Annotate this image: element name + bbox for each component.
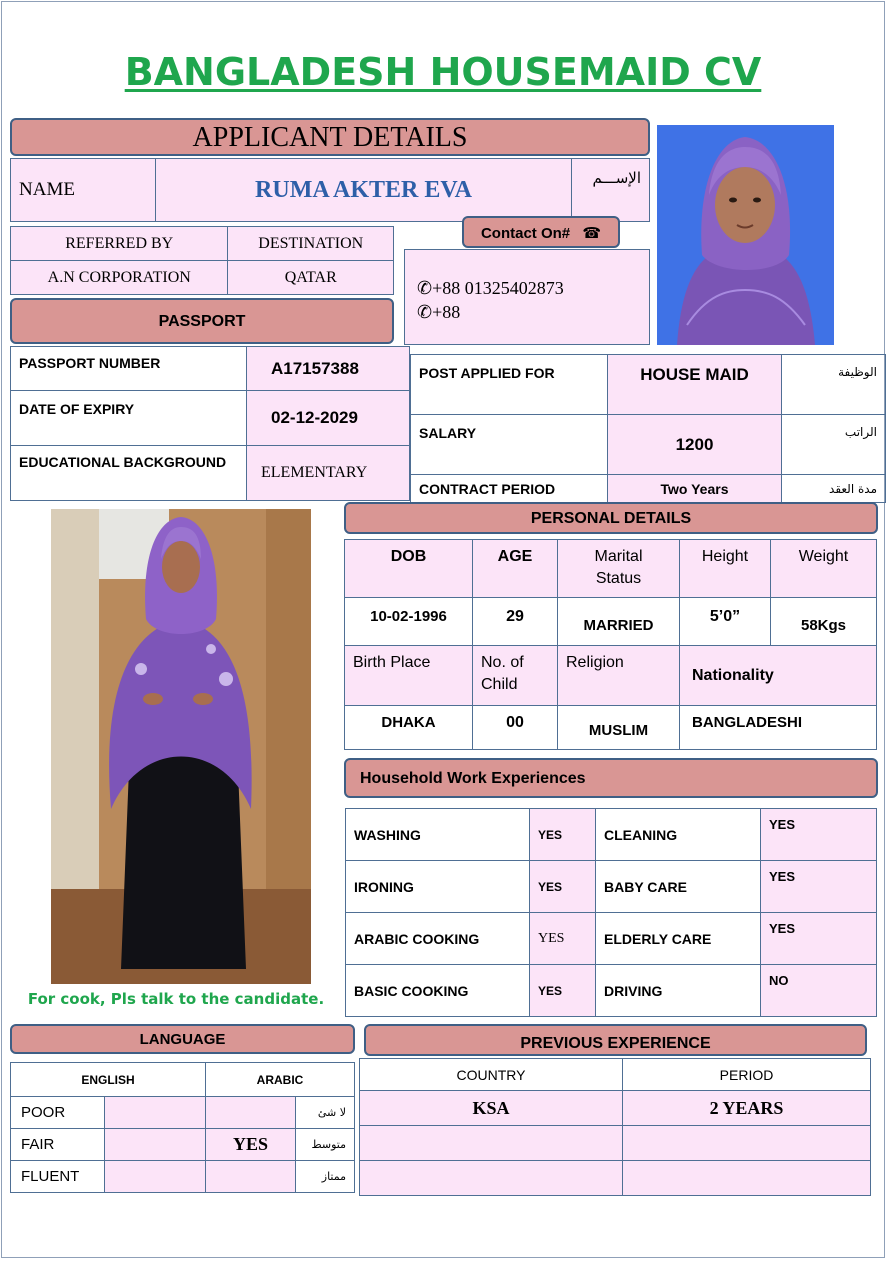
name-table xyxy=(10,158,650,222)
language-level-label: FAIR xyxy=(11,1129,105,1160)
date-of-expiry-value: 02-12-2029 xyxy=(247,391,410,446)
english-level-value xyxy=(105,1129,205,1160)
period-column-header: PERIOD xyxy=(623,1059,871,1091)
education-label: EDUCATIONAL BACKGROUND xyxy=(11,446,247,501)
post-applied-label: POST APPLIED FOR xyxy=(411,355,608,415)
nationality-value: BANGLADESHI xyxy=(680,706,877,750)
contract-period-arabic: مدة العقد xyxy=(782,475,886,503)
passport-number-value: A17157388 xyxy=(247,347,410,391)
age-value: 29 xyxy=(473,598,558,646)
marital-label-line2: Status xyxy=(595,570,642,587)
previous-experience-header: PREVIOUS EXPERIENCE xyxy=(364,1024,867,1056)
weight-label: Weight xyxy=(771,540,877,598)
date-of-expiry-label: DATE OF EXPIRY xyxy=(11,391,247,446)
contract-period-label: CONTRACT PERIOD xyxy=(411,475,608,503)
language-table xyxy=(10,1062,355,1193)
previous-period-value: 2 YEARS xyxy=(623,1091,871,1126)
children-label-line2: Child xyxy=(481,676,518,693)
religion-value: MUSLIM xyxy=(558,706,680,750)
referred-by-label: REFERRED BY xyxy=(11,227,228,261)
household-task-label: BABY CARE xyxy=(596,861,761,913)
passport-number-label: PASSPORT NUMBER xyxy=(11,347,247,391)
marital-status-value: MARRIED xyxy=(558,598,680,646)
language-level-row xyxy=(11,1129,206,1161)
contact-header xyxy=(462,216,620,248)
name-label: NAME xyxy=(11,159,156,222)
marital-status-label xyxy=(558,540,680,598)
household-row xyxy=(346,809,877,861)
household-task-label: ARABIC COOKING xyxy=(346,913,530,965)
language-level-row xyxy=(11,1097,206,1129)
referred-by-value: A.N CORPORATION xyxy=(11,261,228,295)
previous-experience-row xyxy=(360,1091,871,1126)
contact-box xyxy=(404,249,650,345)
personal-details-table xyxy=(344,539,877,750)
household-task-label: BASIC COOKING xyxy=(346,965,530,1017)
household-task-value: NO xyxy=(761,965,877,1017)
household-row xyxy=(346,861,877,913)
household-task-value: YES xyxy=(761,809,877,861)
applicant-name: RUMA AKTER EVA xyxy=(156,159,572,222)
arabic-level-value: YES xyxy=(206,1129,296,1161)
previous-country-value xyxy=(360,1126,623,1161)
children-label xyxy=(473,646,558,706)
nationality-label: Nationality xyxy=(680,646,877,706)
language-header: LANGUAGE xyxy=(10,1024,355,1054)
country-column-header: COUNTRY xyxy=(360,1059,623,1091)
household-task-label: ELDERLY CARE xyxy=(596,913,761,965)
language-level-label: FLUENT xyxy=(11,1161,105,1192)
post-applied-arabic: الوظيفة xyxy=(782,355,886,415)
household-task-value: YES xyxy=(761,861,877,913)
applicant-details-header: APPLICANT DETAILS xyxy=(10,118,650,156)
arabic-level-label: متوسط xyxy=(296,1129,355,1161)
telephone-icon: ☎ xyxy=(582,224,602,242)
page-title: BANGLADESH HOUSEMAID CV xyxy=(124,50,762,94)
english-level-value xyxy=(105,1097,205,1128)
previous-experience-row xyxy=(360,1161,871,1196)
household-task-value: YES xyxy=(530,965,596,1017)
arabic-level-label: لا شئ xyxy=(296,1097,355,1129)
passport-table xyxy=(10,346,410,501)
household-row xyxy=(346,913,877,965)
household-task-value: YES xyxy=(530,861,596,913)
dob-label: DOB xyxy=(345,540,473,598)
previous-experience-table xyxy=(359,1058,871,1196)
personal-details-header: PERSONAL DETAILS xyxy=(344,502,878,534)
height-label: Height xyxy=(680,540,771,598)
dob-value: 10-02-1996 xyxy=(345,598,473,646)
arabic-level-label: ممتاز xyxy=(296,1161,355,1193)
language-level-label: POOR xyxy=(11,1097,105,1128)
previous-country-value xyxy=(360,1161,623,1196)
household-task-label: IRONING xyxy=(346,861,530,913)
height-value: 5’0” xyxy=(680,598,771,646)
photo-note: For cook, Pls talk to the candidate. xyxy=(27,990,325,1008)
arabic-level-value xyxy=(206,1097,296,1129)
applicant-full-body-photo xyxy=(51,509,311,984)
arabic-column-header: ARABIC xyxy=(206,1063,355,1097)
previous-period-value xyxy=(623,1161,871,1196)
salary-label: SALARY xyxy=(411,415,608,475)
household-task-value: YES xyxy=(761,913,877,965)
arabic-level-value xyxy=(206,1161,296,1193)
english-level-value xyxy=(105,1161,205,1192)
applicant-portrait-photo xyxy=(657,125,834,345)
salary-value: 1200 xyxy=(608,415,782,475)
birth-place-value: DHAKA xyxy=(345,706,473,750)
referral-table xyxy=(10,226,394,295)
children-label-line1: No. of xyxy=(481,654,524,671)
post-applied-value: HOUSE MAID xyxy=(608,355,782,415)
household-work-table xyxy=(345,808,877,1017)
destination-label: DESTINATION xyxy=(228,227,394,261)
language-row xyxy=(11,1097,355,1129)
previous-period-value xyxy=(623,1126,871,1161)
weight-value: 58Kgs xyxy=(771,598,877,646)
post-table xyxy=(410,354,886,503)
name-label-arabic: الإســـم xyxy=(572,159,650,222)
passport-header: PASSPORT xyxy=(10,298,394,344)
household-task-label: DRIVING xyxy=(596,965,761,1017)
household-task-value: YES xyxy=(530,913,596,965)
previous-experience-row xyxy=(360,1126,871,1161)
contract-period-value: Two Years xyxy=(608,475,782,503)
contact-header-label: Contact On# xyxy=(480,225,571,242)
language-row xyxy=(11,1161,355,1193)
children-value: 00 xyxy=(473,706,558,750)
language-row xyxy=(11,1129,355,1161)
household-task-label: CLEANING xyxy=(596,809,761,861)
birth-place-label: Birth Place xyxy=(345,646,473,706)
household-task-value: YES xyxy=(530,809,596,861)
phone-number-1: ✆+88 01325402873 xyxy=(417,278,564,298)
household-row xyxy=(346,965,877,1017)
destination-value: QATAR xyxy=(228,261,394,295)
education-value: ELEMENTARY xyxy=(247,446,410,501)
previous-country-value: KSA xyxy=(360,1091,623,1126)
household-work-header: Household Work Experiences xyxy=(344,758,878,798)
english-column-header: ENGLISH xyxy=(11,1063,206,1097)
age-label: AGE xyxy=(473,540,558,598)
marital-label-line1: Marital xyxy=(594,548,643,565)
household-task-label: WASHING xyxy=(346,809,530,861)
phone-number-2: ✆+88 xyxy=(417,302,461,322)
language-level-row xyxy=(11,1161,206,1193)
religion-label: Religion xyxy=(558,646,680,706)
salary-arabic: الراتب xyxy=(782,415,886,475)
